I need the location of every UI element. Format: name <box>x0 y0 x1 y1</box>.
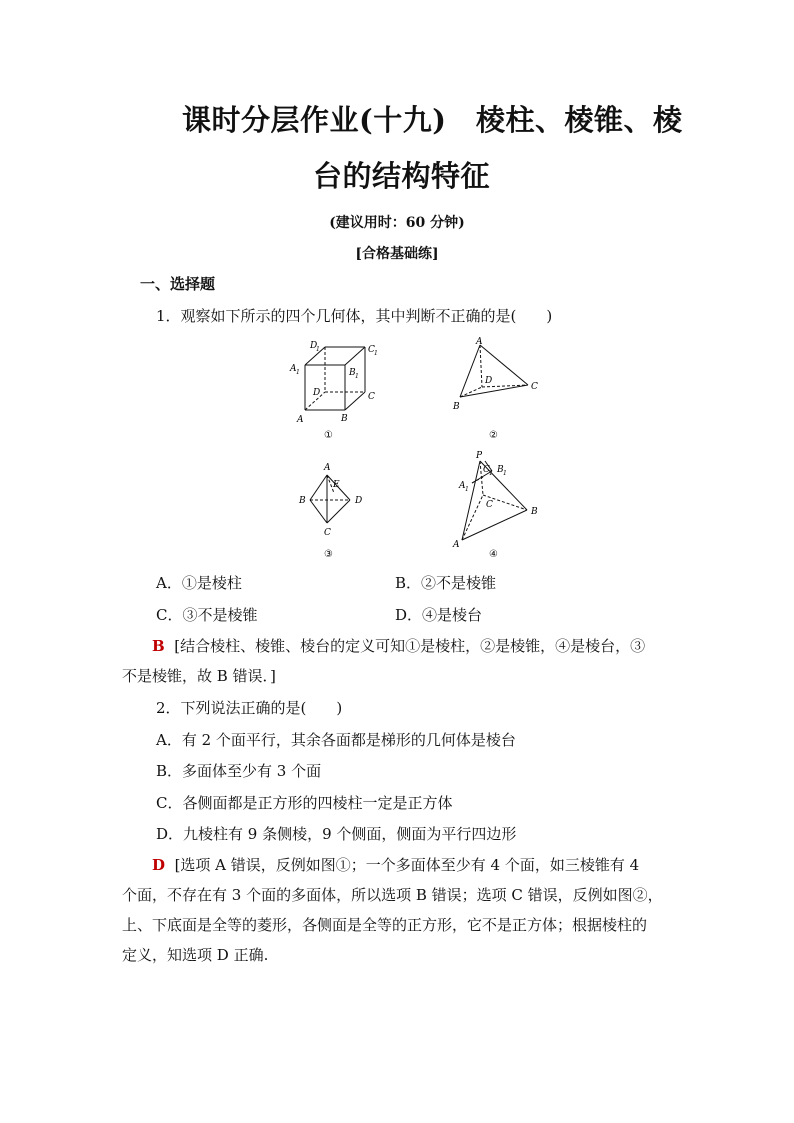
label-C: C <box>324 528 331 538</box>
q2-option-c: C．各侧面都是正方形的四棱柱一定是正方体 <box>156 794 453 812</box>
figure-3-double-pyramid <box>310 475 350 523</box>
q2-option-d: D．九棱柱有 9 条侧棱，9 个侧面，侧面为平行四边形 <box>156 825 517 843</box>
q2-answer-line1 <box>152 854 639 875</box>
label-C1: C <box>483 465 490 475</box>
level-heading: [合格基础练] <box>355 246 439 262</box>
label-A: A <box>297 415 304 425</box>
label-A1: A <box>459 481 466 491</box>
label-A1: A <box>290 364 297 374</box>
figure-2-pyramid <box>460 345 528 397</box>
label-D: D <box>313 388 321 398</box>
label-C1: C <box>368 345 375 355</box>
label-D: D <box>355 496 363 506</box>
q1-option-b: B．②不是棱锥 <box>395 574 497 592</box>
label-B1: B <box>349 368 356 378</box>
svg-text:1: 1 <box>489 470 493 477</box>
figure-1-caption: ① <box>324 430 333 441</box>
label-B: B <box>531 507 538 517</box>
section-heading: 一、选择题 <box>140 275 216 293</box>
label-C: C <box>368 392 375 402</box>
figure-2-caption: ② <box>489 430 498 441</box>
q1-answer-letter: B <box>152 637 165 655</box>
figures-q1 <box>270 335 570 565</box>
label-D1: D <box>310 341 318 351</box>
svg-text:1: 1 <box>316 346 320 353</box>
svg-text:1: 1 <box>374 350 378 357</box>
svg-text:1: 1 <box>465 486 469 493</box>
q2-option-a: A．有 2 个面平行，其余各面都是梯形的几何体是棱台 <box>156 731 516 749</box>
label-B1: B <box>497 465 504 475</box>
q2-explanation-2: 个面，不存在有 3 个面的多面体，所以选项 B 错误；选项 C 错误，反例如图②， <box>122 886 663 904</box>
question-1-stem: 1．观察如下所示的四个几何体，其中判断不正确的是( ) <box>156 307 553 325</box>
label-B: B <box>341 414 348 424</box>
svg-text:1: 1 <box>503 470 507 477</box>
question-2-stem: 2．下列说法正确的是( ) <box>156 699 343 717</box>
q2-explanation-1: [选项 A 错误，反例如图①；一个多面体至少有 4 个面，如三棱锥有 4 <box>174 856 640 874</box>
label-A: A <box>324 463 331 473</box>
label-P: P <box>476 451 483 461</box>
q1-explanation-2: 不是棱锥，故 B 错误．] <box>122 667 276 685</box>
q2-option-b: B．多面体至少有 3 个面 <box>156 762 322 780</box>
q1-explanation-1: [结合棱柱、棱锥、棱台的定义可知①是棱柱，②是棱锥，④是棱台，③ <box>174 637 646 655</box>
q2-explanation-3: 上、下底面是全等的菱形，各侧面是全等的正方形，它不是正方体；根据棱柱的 <box>122 916 648 934</box>
page-title-line2: 台的结构特征 <box>313 159 491 193</box>
figure-4-caption: ④ <box>489 549 498 560</box>
label-A: A <box>453 540 460 550</box>
q1-answer-line1 <box>152 635 645 656</box>
svg-text:1: 1 <box>296 369 300 376</box>
q1-option-d: D．④是棱台 <box>395 606 483 624</box>
q1-option-a: A．①是棱柱 <box>156 574 242 592</box>
q2-answer-letter: D <box>152 856 166 874</box>
q1-option-c: C．③不是棱锥 <box>156 606 258 624</box>
figure-4-solid <box>462 461 527 540</box>
label-C: C <box>531 382 538 392</box>
figure-3-caption: ③ <box>324 549 333 560</box>
label-B: B <box>453 402 460 412</box>
label-B: B <box>299 496 306 506</box>
q2-explanation-4: 定义，知选项 D 正确. <box>122 946 269 964</box>
label-C: C <box>486 500 493 510</box>
label-E: E <box>333 480 340 490</box>
suggested-time: (建议用时：60 分钟) <box>329 215 465 231</box>
label-A: A <box>476 337 483 347</box>
svg-text:1: 1 <box>355 373 359 380</box>
page-title-line1: 课时分层作业(十九) 棱柱、棱锥、棱 <box>182 103 683 137</box>
label-D: D <box>485 376 493 386</box>
